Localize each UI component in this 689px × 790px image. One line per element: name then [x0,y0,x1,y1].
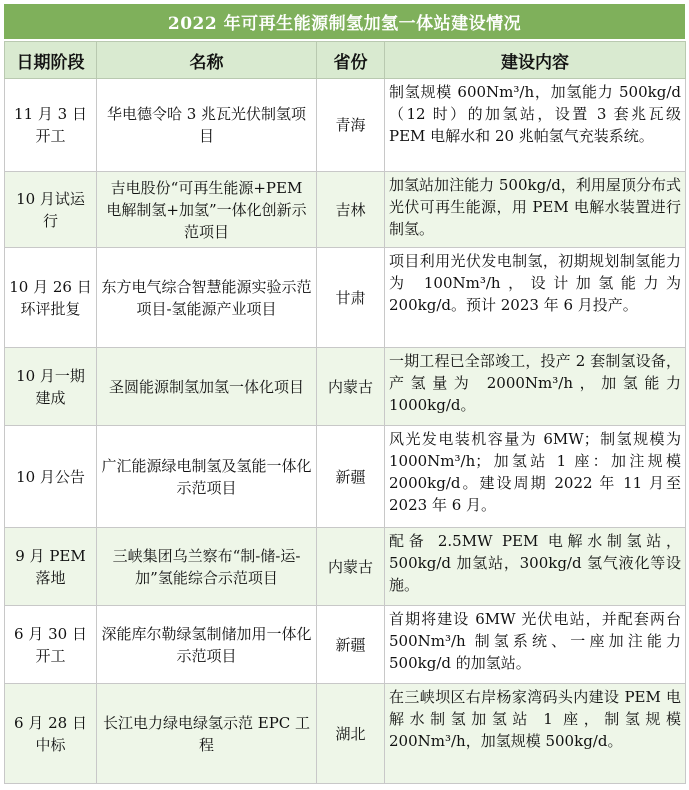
cell-content: 加氢站加注能力 500kg/d，利用屋顶分布式光伏可再生能源，用 PEM 电解水装置进行制氢。 [385,172,686,248]
cell-content: 一期工程已全部竣工，投产 2 套制氢设备，产氢量为 2000Nm³/h，加氢能力 1000kg/d。 [385,348,686,426]
cell-name: 广汇能源绿电制氢及氢能一体化示范项目 [97,426,317,528]
cell-province: 青海 [317,79,385,172]
cell-date: 10 月 26 日环评批复 [5,248,97,348]
cell-name: 长江电力绿电绿氢示范 EPC 工程 [97,684,317,784]
cell-date: 10 月一期建成 [5,348,97,426]
table-row [5,172,686,248]
cell-name: 吉电股份“可再生能源+PEM 电解制氢+加氢”一体化创新示范项目 [97,172,317,248]
cell-content: 在三峡坝区右岸杨家湾码头内建设 PEM 电解水制氢加氢站 1 座，制氢规模 200Nm³/h，加氢规模 500kg/d。 [385,684,686,784]
cell-date: 10 月试运行 [5,172,97,248]
cell-province: 吉林 [317,172,385,248]
cell-province: 内蒙古 [317,348,385,426]
table-row [5,426,686,528]
table-row [5,528,686,606]
cell-date: 10 月公告 [5,426,97,528]
cell-date: 11 月 3 日开工 [5,79,97,172]
cell-date: 6 月 28 日中标 [5,684,97,784]
cell-name: 三峡集团乌兰察布“制-储-运-加”氢能综合示范项目 [97,528,317,606]
table-row [5,684,686,784]
table-row [5,348,686,426]
cell-province: 湖北 [317,684,385,784]
header-row [5,42,686,79]
header-province: 省份 [317,42,385,79]
table-row [5,606,686,684]
cell-content: 项目利用光伏发电制氢，初期规划制氢能力为 100Nm³/h，设计加氢能力为 200kg/d。预计 2023 年 6 月投产。 [385,248,686,348]
cell-content: 配备 2.5MW PEM 电解水制氢站，500kg/d 加氢站，300kg/d 氢气液化等设施。 [385,528,686,606]
header-content: 建设内容 [385,42,686,79]
cell-province: 新疆 [317,606,385,684]
cell-date: 9 月 PEM 落地 [5,528,97,606]
cell-date: 6 月 30 日开工 [5,606,97,684]
cell-content: 首期将建设 6MW 光伏电站，并配套两台 500Nm³/h 制氢系统、一座加注能力 500kg/d 的加氢站。 [385,606,686,684]
cell-content: 制氢规模 600Nm³/h，加氢能力 500kg/d（12 时）的加氢站，设置 3 套兆瓦级 PEM 电解水和 20 兆帕氢气充装系统。 [385,79,686,172]
construction-table [4,41,686,784]
cell-content: 风光发电装机容量为 6MW；制氢规模为 1000Nm³/h；加氢站 1 座：加注规模 2000kg/d。建设周期 2022 年 11 月至 2023 年 6 月。 [385,426,686,528]
cell-province: 内蒙古 [317,528,385,606]
cell-name: 华电德令哈 3 兆瓦光伏制氢项目 [97,79,317,172]
cell-name: 东方电气综合智慧能源实验示范项目-氢能源产业项目 [97,248,317,348]
cell-name: 深能库尔勒绿氢制储加用一体化示范项目 [97,606,317,684]
table-row [5,248,686,348]
table-title: 2022 年可再生能源制氢加氢一体站建设情况 [4,4,685,39]
header-date: 日期阶段 [5,42,97,79]
cell-province: 甘肃 [317,248,385,348]
cell-province: 新疆 [317,426,385,528]
header-name: 名称 [97,42,317,79]
cell-name: 圣圆能源制氢加氢一体化项目 [97,348,317,426]
table-row [5,79,686,172]
